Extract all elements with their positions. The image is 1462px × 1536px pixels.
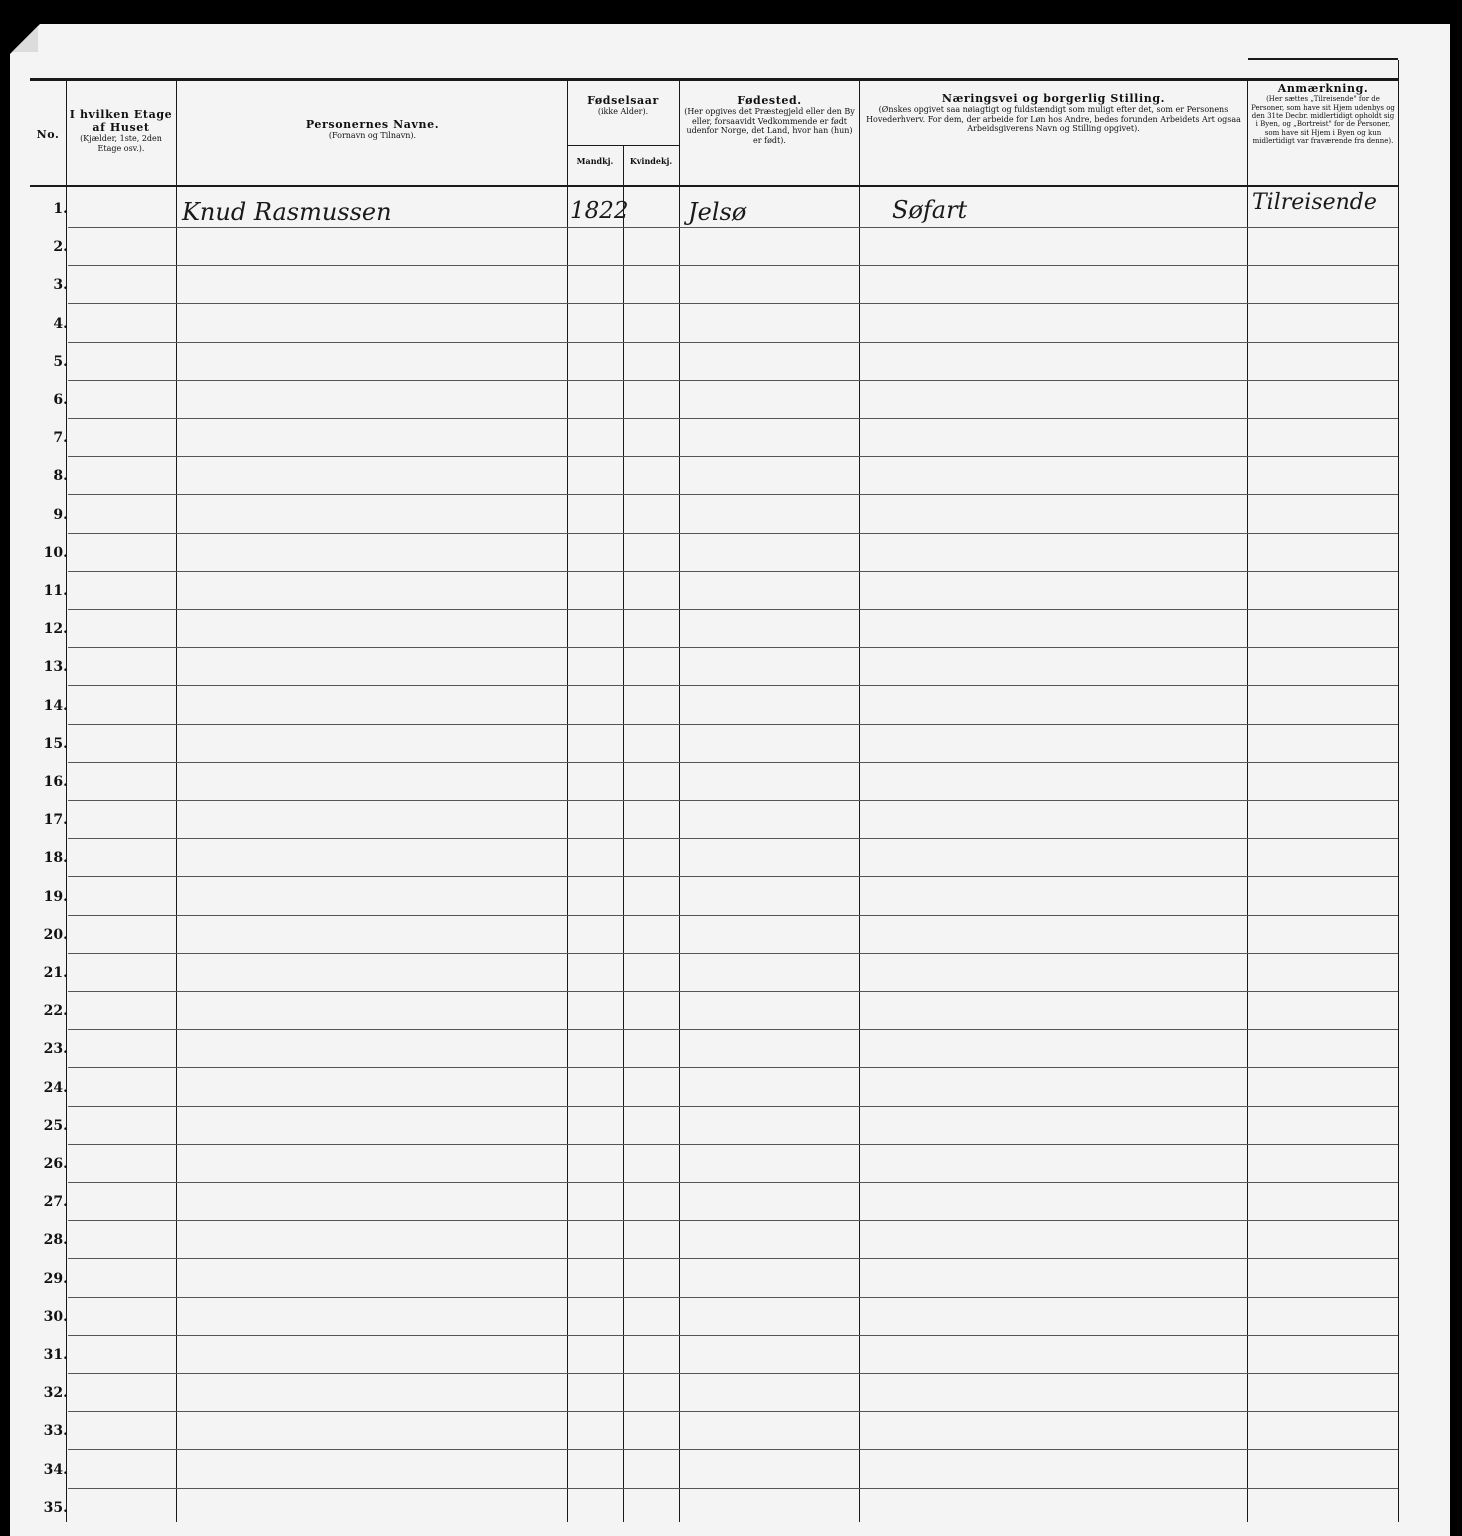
row-line xyxy=(68,953,1398,954)
row-number: 32. xyxy=(43,1385,68,1401)
row-line xyxy=(68,380,1398,381)
row-line xyxy=(68,876,1398,877)
row-number: 4. xyxy=(53,316,68,332)
header-floor xyxy=(68,108,174,154)
header-female-label: Kvindekj. xyxy=(629,156,673,166)
row-line xyxy=(68,838,1398,839)
header-birthplace-sub: (Her opgives det Præstegjeld eller den By eller, forsaavidt Vedkommende er født udenfor Norge, det Land, hvor han (hun) er født). xyxy=(684,107,855,145)
row-number: 28. xyxy=(43,1232,68,1248)
col-line-male xyxy=(623,145,624,1522)
row-number: 22. xyxy=(43,1003,68,1019)
row-number: 20. xyxy=(43,927,68,943)
header-occupation-sub: (Ønskes opgivet saa nøiagtigt og fuldstændigt som muligt efter det, som er Personens Hovederhverv. For dem, der arbeide for Løn hos Andre, bedes forunden Arbeidets Art ogsaa Arbeidsgiverens Navn og Stilling opgivet). xyxy=(866,105,1241,134)
row-line xyxy=(68,915,1398,916)
row-number: 33. xyxy=(43,1423,68,1439)
row-line xyxy=(68,609,1398,610)
row-number: 7. xyxy=(53,430,68,446)
row-line xyxy=(68,991,1398,992)
row-number: 3. xyxy=(53,277,68,293)
col-line-floor xyxy=(176,80,177,1522)
row-line xyxy=(68,303,1398,304)
header-birthyear xyxy=(568,94,678,117)
row-line xyxy=(68,647,1398,648)
birthyear-sub-rule xyxy=(567,145,679,146)
row-line xyxy=(68,342,1398,343)
entry-remark: Tilreisende xyxy=(1252,190,1377,215)
row-number: 13. xyxy=(43,659,68,675)
row-number: 12. xyxy=(43,621,68,637)
header-remarks-sub: (Her sættes „Tilreisende" for de Personer, som have sit Hjem udenbys og den 31te Decbr. midlertidigt opholdt sig i Byen, og „Bortreist" for de Personer, som have sit Hjem i Byen og kun midlertidigt var fraværende fra denne). xyxy=(1251,95,1395,146)
row-number: 19. xyxy=(43,889,68,905)
row-number: 30. xyxy=(43,1309,68,1325)
col-line-birthyear xyxy=(679,80,680,1522)
header-names xyxy=(180,118,565,141)
entry-birthplace: Jelsø xyxy=(688,198,747,226)
row-line xyxy=(68,685,1398,686)
header-male xyxy=(568,157,622,167)
col-line-right xyxy=(1398,60,1399,1522)
header-female xyxy=(624,157,678,167)
top-rule xyxy=(30,78,1398,81)
header-bottom-rule xyxy=(30,185,1398,187)
row-line xyxy=(68,1335,1398,1336)
row-line xyxy=(68,1258,1398,1259)
row-number: 6. xyxy=(53,392,68,408)
header-remarks xyxy=(1250,82,1396,146)
top-rule-thin xyxy=(1248,58,1398,60)
header-no xyxy=(30,128,66,141)
row-line xyxy=(68,1411,1398,1412)
header-birthplace xyxy=(682,94,857,146)
row-line xyxy=(68,1297,1398,1298)
header-no-label: No. xyxy=(36,128,60,141)
header-occupation-title: Næringsvei og borgerlig Stilling. xyxy=(941,92,1166,105)
census-form-page xyxy=(10,24,1450,1536)
header-occupation xyxy=(866,92,1241,134)
header-names-sub: (Fornavn og Tilnavn). xyxy=(328,131,417,141)
col-line-no xyxy=(66,80,67,1522)
row-number: 10. xyxy=(43,545,68,561)
row-line xyxy=(68,1488,1398,1489)
header-male-label: Mandkj. xyxy=(576,156,614,166)
header-birthyear-sub: (ikke Alder). xyxy=(597,107,649,117)
row-line xyxy=(68,1220,1398,1221)
header-floor-sub: (Kjælder, 1ste, 2den Etage osv.). xyxy=(80,134,162,153)
entry-name: Knud Rasmussen xyxy=(182,198,392,226)
row-line xyxy=(68,1067,1398,1068)
row-number: 34. xyxy=(43,1462,68,1478)
row-number: 29. xyxy=(43,1271,68,1287)
row-number: 23. xyxy=(43,1041,68,1057)
row-line xyxy=(68,1106,1398,1107)
row-number: 26. xyxy=(43,1156,68,1172)
row-line xyxy=(68,1182,1398,1183)
row-line xyxy=(68,265,1398,266)
row-line xyxy=(68,800,1398,801)
header-floor-title: I hvilken Etage af Huset xyxy=(69,108,173,135)
row-number: 24. xyxy=(43,1080,68,1096)
row-number: 5. xyxy=(53,354,68,370)
row-line xyxy=(68,762,1398,763)
folded-corner-shadow xyxy=(12,26,38,52)
col-line-occupation xyxy=(1247,80,1248,1522)
row-line xyxy=(68,1449,1398,1450)
row-number: 8. xyxy=(53,468,68,484)
row-line xyxy=(68,1029,1398,1030)
header-names-title: Personernes Navne. xyxy=(305,118,440,131)
row-number: 31. xyxy=(43,1347,68,1363)
row-line xyxy=(68,724,1398,725)
row-line xyxy=(68,456,1398,457)
row-line xyxy=(68,227,1398,228)
entry-birth-year-male: 1822 xyxy=(570,198,629,224)
entry-occupation: Søfart xyxy=(892,196,968,224)
row-number: 9. xyxy=(53,507,68,523)
row-number: 35. xyxy=(43,1500,68,1516)
row-number: 15. xyxy=(43,736,68,752)
col-line-birthplace xyxy=(859,80,860,1522)
row-line xyxy=(68,533,1398,534)
header-birthyear-title: Fødselsaar xyxy=(587,94,659,107)
header-birthplace-title: Fødested. xyxy=(737,94,802,107)
row-number: 11. xyxy=(43,583,68,599)
row-number: 1. xyxy=(53,201,68,217)
row-line xyxy=(68,571,1398,572)
row-number: 17. xyxy=(43,812,68,828)
header-remarks-title: Anmærkning. xyxy=(1277,82,1369,95)
row-number: 16. xyxy=(43,774,68,790)
row-number: 27. xyxy=(43,1194,68,1210)
row-number: 2. xyxy=(53,239,68,255)
row-number: 18. xyxy=(43,850,68,866)
row-number: 25. xyxy=(43,1118,68,1134)
row-number: 14. xyxy=(43,698,68,714)
row-line xyxy=(68,1373,1398,1374)
row-line xyxy=(68,418,1398,419)
row-line xyxy=(68,494,1398,495)
row-number: 21. xyxy=(43,965,68,981)
row-line xyxy=(68,1144,1398,1145)
col-line-names xyxy=(567,80,568,1522)
